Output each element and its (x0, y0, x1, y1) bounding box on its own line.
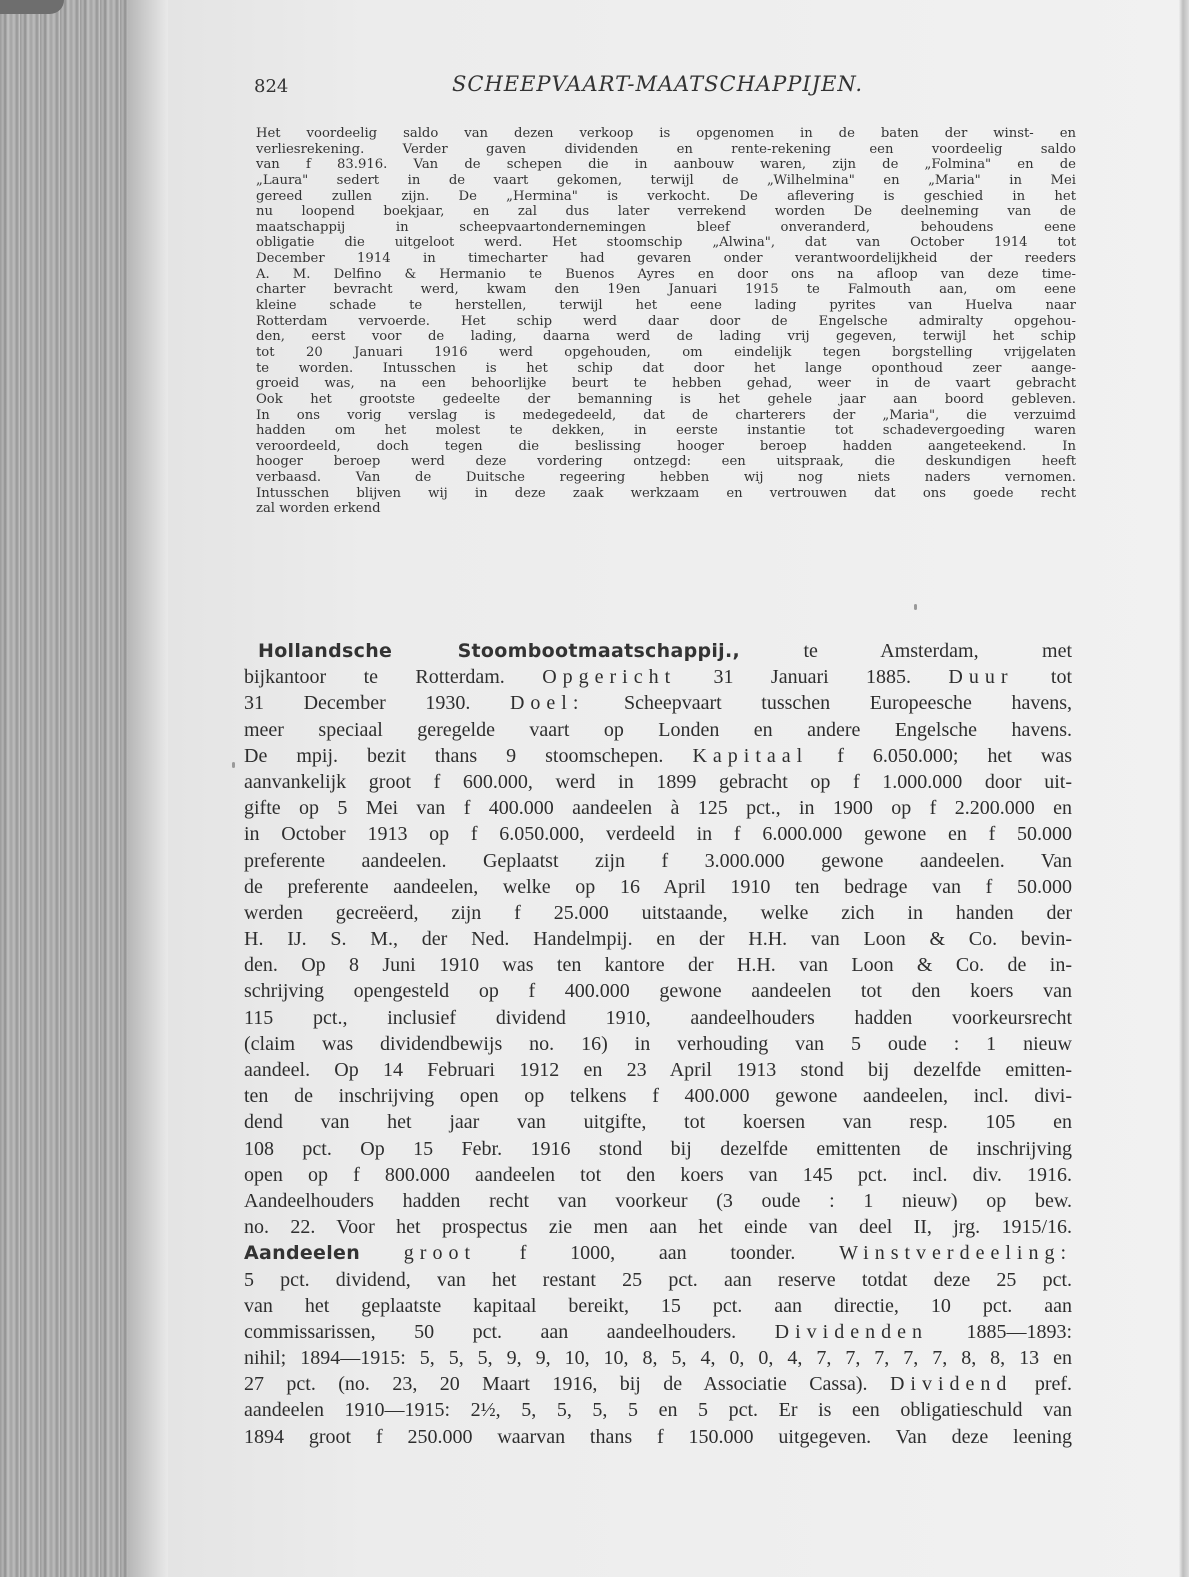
field-label-opgericht: Opgericht (542, 666, 677, 689)
text-line: gereed zullen zijn. De „Hermina" is verkocht. De aflevering is geschied in het (256, 188, 1076, 204)
text-span: 27 pct. (no. 23, 20 Maart 1916, bij de Associatie Cassa). (244, 1373, 868, 1396)
text-line: Rotterdam vervoerde. Het schip werd daar door de Engelsche admiralty opgehou- (256, 313, 1076, 329)
book-binding-edge (0, 0, 128, 1577)
entry-line-9: preferente aandeelen. Geplaatst zijn f 3.000.000 gewone aandeelen. Van (244, 849, 1072, 872)
text-line: nu loopend boekjaar, en zal dus later verrekend worden De deelneming van de (256, 204, 1076, 220)
text-line: den, eerst voor de lading, daarna werd de lading vrij gegeven, terwijl het schip (256, 329, 1076, 345)
company-entry (244, 638, 1072, 1450)
field-label-dividend-pref: Dividend (889, 1373, 1013, 1396)
entry-line-22: Aandeelhouders hadden recht van voorkeur (3 oude : 1 nieuw) op bew. (244, 1189, 1072, 1212)
text-line: hadden om het molest te dekken, in eerste instantie tot schadevergoeding waren (256, 423, 1076, 439)
text-line: verbaasd. Van de Duitsche regeering hebben wij nog niets naders vernomen. (256, 470, 1076, 486)
entry-line-14: schrijving opengesteld op f 400.000 gewone aandeelen tot den koers van (244, 980, 1072, 1003)
field-label-winstverdeeling: Winstverdeeling: (839, 1242, 1073, 1265)
book-binding-shadow (0, 0, 64, 14)
text-span: f 6.050.000; het was (837, 744, 1073, 767)
text-line: groeid was, na een behoorlijke beurt te hebben gehad, weer in de vaart gebracht (256, 376, 1076, 392)
text-line: veroordeeld, doch tegen die beslissing hooger beroep hadden aangeteekend. In (256, 438, 1076, 454)
text-line: charter bevracht werd, kwam den 19en Januari 1915 te Falmouth aan, om eene (256, 282, 1076, 298)
text-line: obligatie die uitgeloot werd. Het stoomschip „Alwina", dat van October 1914 tot (256, 235, 1076, 251)
text-span: f 1000, aan toonder. (519, 1242, 796, 1265)
entry-line-3 (244, 690, 1072, 716)
entry-line-24 (244, 1240, 1072, 1266)
entry-line-6: aanvankelijk groot f 600.000, werd in 1899 gebracht op f 1.000.000 door uit- (244, 770, 1072, 793)
text-line: Het voordeelig saldo van dezen verkoop is opgenomen in de baten der winst- en (256, 126, 1076, 141)
text-line: kleine schade te herstellen, terwijl het eene lading pyrites van Huelva naar (256, 298, 1076, 314)
text-line: December 1914 in timecharter had gevaren onder verantwoordelijkheid der reeders (256, 251, 1076, 267)
text-line: A. M. Delfino & Hermanio te Buenos Ayres en door ons na afloop van deze time- (256, 266, 1076, 282)
entry-line-16: (claim was dividendbewijs no. 16) in verhouding van 5 oude : 1 nieuw (244, 1032, 1072, 1055)
text-span: 31 December 1930. (244, 692, 471, 715)
scan-speck (232, 762, 235, 768)
entry-line-28: nihil; 1894—1915: 5, 5, 5, 9, 9, 10, 10, 8, 5, 4, 0, 0, 4, 7, 7, 7, 7, 7, 8, 8, 13 en (244, 1347, 1072, 1370)
text-span: pref. (1034, 1373, 1073, 1396)
text-span: 1885—1893: (966, 1320, 1072, 1343)
text-line: hooger beroep werd deze vordering ontzegd: een uitspraak, die deskundigen heeft (256, 454, 1076, 470)
entry-line-7: gifte op 5 Mei van f 400.000 aandeelen à 125 pct., in 1900 op f 2.200.000 en (244, 797, 1072, 820)
entry-line-4: meer speciaal geregelde vaart op Londen en andere Engelsche havens. (244, 718, 1072, 741)
entry-line-26: van het geplaatste kapitaal bereikt, 15 pct. aan directie, 10 pct. aan (244, 1294, 1072, 1317)
text-line: te worden. Intusschen is het schip dat door het lange oponthoud zeer aange- (256, 360, 1076, 376)
text-span: te Amsterdam, met (803, 640, 1073, 662)
field-label-dividenden: Dividenden (774, 1320, 928, 1343)
page-header (254, 72, 1084, 108)
field-label-kapitaal: Kapitaal (692, 744, 809, 767)
entry-line-29 (244, 1371, 1072, 1397)
entry-line-5 (244, 743, 1072, 769)
entry-line-18: ten de inschrijving open op telkens f 400.000 gewone aandeelen, incl. divi- (244, 1085, 1072, 1108)
field-label-aandeelen: Aandeelen (244, 1242, 361, 1265)
text-span: De mpij. bezit thans 9 stoomschepen. (244, 744, 664, 767)
text-line: „Laura" sedert in de vaart gekomen, terwijl de „Wilhelmina" en „Maria" in Mei (256, 172, 1076, 188)
entry-line-23: no. 22. Voor het prospectus zie men aan het einde van deel II, jrg. 1915/16. (244, 1216, 1072, 1239)
text-span: bijkantoor te Rotterdam. (244, 666, 505, 689)
text-line: zal worden erkend (256, 501, 381, 517)
page-right-edge (1179, 0, 1189, 1577)
company-name: Hollandsche Stoombootmaatschappij., (258, 640, 741, 662)
entry-line-17: aandeel. Op 14 Februari 1912 en 23 April 1913 stond bij dezelfde emitten- (244, 1059, 1072, 1081)
entry-line-27 (244, 1319, 1072, 1345)
scan-speck (914, 604, 917, 610)
text-line: In ons vorig verslag is medegedeeld, dat de charterers der „Maria", die verzuimd (256, 407, 1076, 423)
text-span: groot (403, 1242, 477, 1265)
text-span: tot (1050, 666, 1073, 689)
entry-line-12: H. IJ. S. M., der Ned. Handelmpij. en der H.H. van Loon & Co. bevin- (244, 928, 1072, 951)
text-span: Scheepvaart tusschen Europeesche havens, (623, 692, 1073, 715)
text-line: Ook het grootste gedeelte der bemanning is het gehele jaar aan boord gebleven. (256, 391, 1076, 407)
entry-line-10: de preferente aandeelen, welke op 16 April 1910 ten bedrage van f 50.000 (244, 875, 1072, 898)
entry-line-11: werden gecreëerd, zijn f 25.000 uitstaande, welke zich in handen der (244, 901, 1072, 924)
text-line: van f 83.916. Van de schepen die in aanbouw waren, zijn de „Folmina" en de (256, 157, 1076, 173)
entry-line-13: den. Op 8 Juni 1910 was ten kantore der H.H. van Loon & Co. de in- (244, 954, 1072, 977)
continued-report-paragraph (256, 126, 1076, 517)
entry-line-21: open op f 800.000 aandeelen tot den koers van 145 pct. incl. div. 1916. (244, 1163, 1072, 1186)
field-label-doel: Doel: (509, 692, 585, 715)
text-line: Intusschen blijven wij in deze zaak werkzaam en vertrouwen dat ons goede recht (256, 485, 1076, 501)
entry-line-8: in October 1913 op f 6.050.000, verdeeld in f 6.000.000 gewone en f 50.000 (244, 823, 1072, 846)
running-title: SCHEEPVAART-MAATSCHAPPIJEN. (452, 72, 864, 96)
field-label-duur: Duur (948, 666, 1014, 689)
entry-line-19: dend van het jaar van uitgifte, tot koersen van resp. 105 en (244, 1111, 1072, 1134)
entry-line-30: aandeelen 1910—1915: 2½, 5, 5, 5, 5 en 5 pct. Er is een obligatieschuld van (244, 1399, 1072, 1422)
text-line: verliesrekening. Verder gaven dividenden en rente-rekening een voordeelig saldo (256, 141, 1076, 157)
text-line: maatschappij in scheepvaartondernemingen bleef onveranderd, behoudens eene (256, 219, 1076, 235)
entry-line-31: 1894 groot f 250.000 waarvan thans f 150.000 uitgegeven. Van deze leening (244, 1425, 1072, 1448)
text-span: commissarissen, 50 pct. aan aandeelhouders. (244, 1320, 737, 1343)
text-span: 31 Januari 1885. (713, 666, 912, 689)
page-number: 824 (254, 76, 289, 97)
text-line: tot 20 Januari 1916 werd opgehouden, om eindelijk tegen borgstelling vrijgelaten (256, 344, 1076, 360)
entry-line-1 (244, 638, 1072, 664)
entry-line-15: 115 pct., inclusief dividend 1910, aandeelhouders hadden voorkeursrecht (244, 1006, 1072, 1029)
entry-line-2 (244, 664, 1072, 690)
entry-line-25: 5 pct. dividend, van het restant 25 pct. aan reserve totdat deze 25 pct. (244, 1268, 1072, 1291)
entry-line-20: 108 pct. Op 15 Febr. 1916 stond bij dezelfde emittenten de inschrijving (244, 1137, 1072, 1160)
